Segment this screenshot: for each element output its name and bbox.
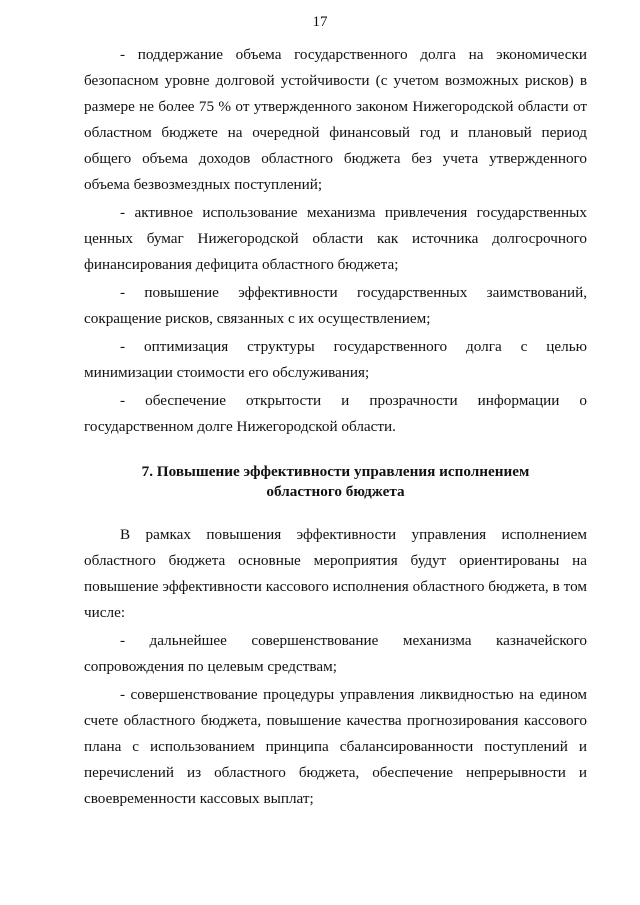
paragraph-transparency: - обеспечение открытости и прозрачности информации о государственном долге Нижегородской области.: [84, 392, 587, 435]
page-number: 17: [312, 14, 328, 30]
section-heading-line-1: 7. Повышение эффективности управления исполнением: [141, 463, 530, 480]
paragraph-debt-volume: - поддержание объема государственного долга на экономически безопасном уровне долговой устойчивости (с учетом возможных рисков) в размере не более 75 % от утвержденного законом Нижегородской области от областном бюджете на очередной финансовый год и плановый период общего объема доходов областного бюджета без учета утвержденного объема безвозмездных поступлений;: [84, 46, 587, 193]
document-body: [84, 42, 587, 812]
paragraph-treasury-support: - дальнейшее совершенствование механизма казначейского сопровождения по целевым средствам;: [84, 632, 587, 675]
section-heading-line-2: областного бюджета: [266, 483, 405, 500]
paragraph-liquidity: - совершенствование процедуры управления ликвидностью на едином счете областного бюджета, повышение качества прогнозирования кассового плана с использованием принципа сбалансированности поступлений и перечислений из областного бюджета, обеспечение непрерывности и своевременности кассовых выплат;: [84, 686, 587, 807]
section-heading: [84, 462, 587, 502]
paragraph-intro: В рамках повышения эффективности управления исполнением областного бюджета основные мероприятия будут ориентированы на повышение эффективности кассового исполнения областного бюджета, в том числе:: [84, 526, 587, 621]
paragraph-securities: - активное использование механизма привлечения государственных ценных бумаг Нижегородской области как источника долгосрочного финансирования дефицита областного бюджета;: [84, 204, 587, 273]
paragraph-borrowing-efficiency: - повышение эффективности государственных заимствований, сокращение рисков, связанных с их осуществлением;: [84, 284, 587, 327]
paragraph-debt-structure: - оптимизация структуры государственного долга с целью минимизации стоимости его обслуживания;: [84, 338, 587, 381]
